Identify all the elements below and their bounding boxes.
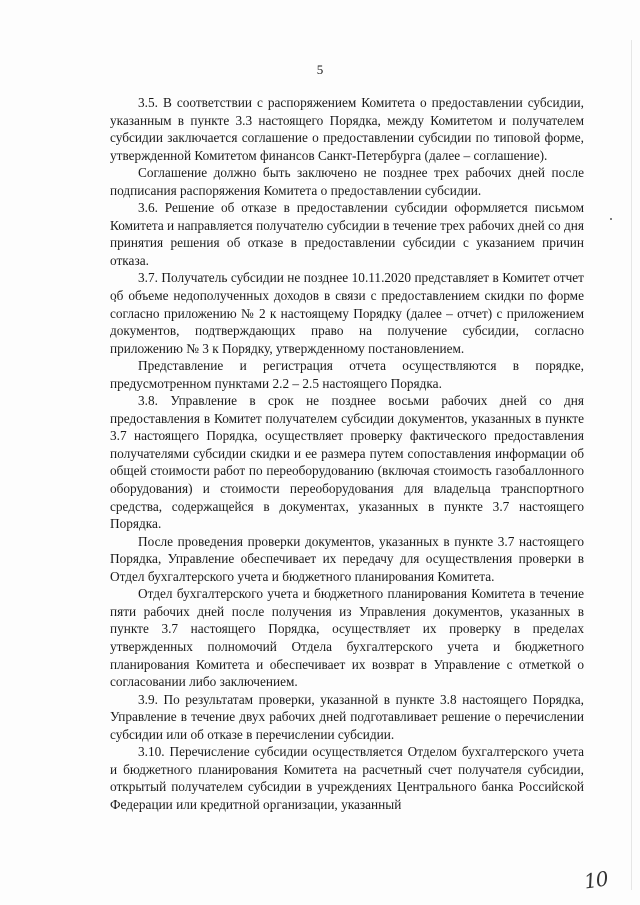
paragraph-3-9: 3.9. По результатам проверки, указанной в пункте 3.8 настоящего Порядка, Управление в течение двух рабочих дней подготавливает решение о перечислении субсидии или об отказе в перечислении субсидии. [110, 691, 584, 742]
paragraph-3-7: 3.7. Получатель субсидии не позднее 10.11.2020 представляет в Комитет отчет об объеме недополученных доходов в связи с предоставлением скидки по форме согласно приложению № 2 к настоящему Порядку (далее – отчет) с приложением документов, подтверждающих право на получение субсидии, согласно приложению № 3 к Порядку, утвержденному постановлением. [110, 270, 584, 356]
paragraph-3-5: 3.5. В соответствии с распоряжением Комитета о предоставлении субсидии, указанным в пункте 3.3 настоящего Порядка, между Комитетом и получателем субсидии заключается соглашение о предоставлении субсидии по типовой форме, утвержденной Комитетом финансов Санкт-Петербурга (далее – соглашение). [110, 95, 584, 163]
paragraph-agreement-deadline: Соглашение должно быть заключено не позднее трех рабочих дней после подписания распоряжения Комитета о предоставлении субсидии. [110, 165, 584, 198]
scan-edge-line [631, 40, 632, 890]
paragraph-accounting-department: Отдел бухгалтерского учета и бюджетного планирования Комитета в течение пяти рабочих дней после получения из Управления документов, указанных в пункте 3.7 настоящего Порядка, осуществляет их проверку в пределах утвержденных полномочий Отдела бухгалтерского учета и бюджетного планирования Комитета и обеспечивает их возврат в Управление с отметкой о согласовании либо заключением. [110, 586, 584, 690]
page-number: 5 [316, 62, 324, 77]
handwritten-page-mark: 10 [582, 866, 610, 894]
scan-speck [610, 218, 612, 220]
document-body [110, 94, 584, 813]
paragraph-3-6: 3.6. Решение об отказе в предоставлении субсидии оформляется письмом Комитета и направляется получателю субсидии в течение трех рабочих дней со дня принятия решения об отказе в предоставлении субсидии с указанием причин отказа. [110, 200, 584, 268]
paragraph-after-check: После проведения проверки документов, указанных в пункте 3.7 настоящего Порядка, Управление обеспечивает их передачу для осуществления проверки в Отдел бухгалтерского учета и бюджетного планирования Комитета. [110, 533, 584, 584]
paragraph-report-registration: Представление и регистрация отчета осуществляются в порядке, предусмотренном пунктами 2.2 – 2.5 настоящего Порядка. [110, 358, 584, 391]
paragraph-3-10: 3.10. Перечисление субсидии осуществляется Отделом бухгалтерского учета и бюджетного планирования Комитета на расчетный счет получателя субсидии, открытый получателем субсидии в учреждениях Центрального банка Российской Федерации или кредитной организации, указанный [110, 744, 584, 812]
paragraph-3-8: 3.8. Управление в срок не позднее восьми рабочих дней со дня предоставления в Комитет получателем субсидии документов, указанных в пункте 3.7 настоящего Порядка, осуществляет проверку фактического предоставления получателями субсидии скидки и ее размера путем сопоставления информации об общей стоимости работ по переоборудованию (включая стоимость газобаллонного оборудования) и стоимости переоборудования для владельца транспортного средства, содержащейся в документах, указанных в пункте 3.7 настоящего Порядка. [110, 393, 584, 532]
